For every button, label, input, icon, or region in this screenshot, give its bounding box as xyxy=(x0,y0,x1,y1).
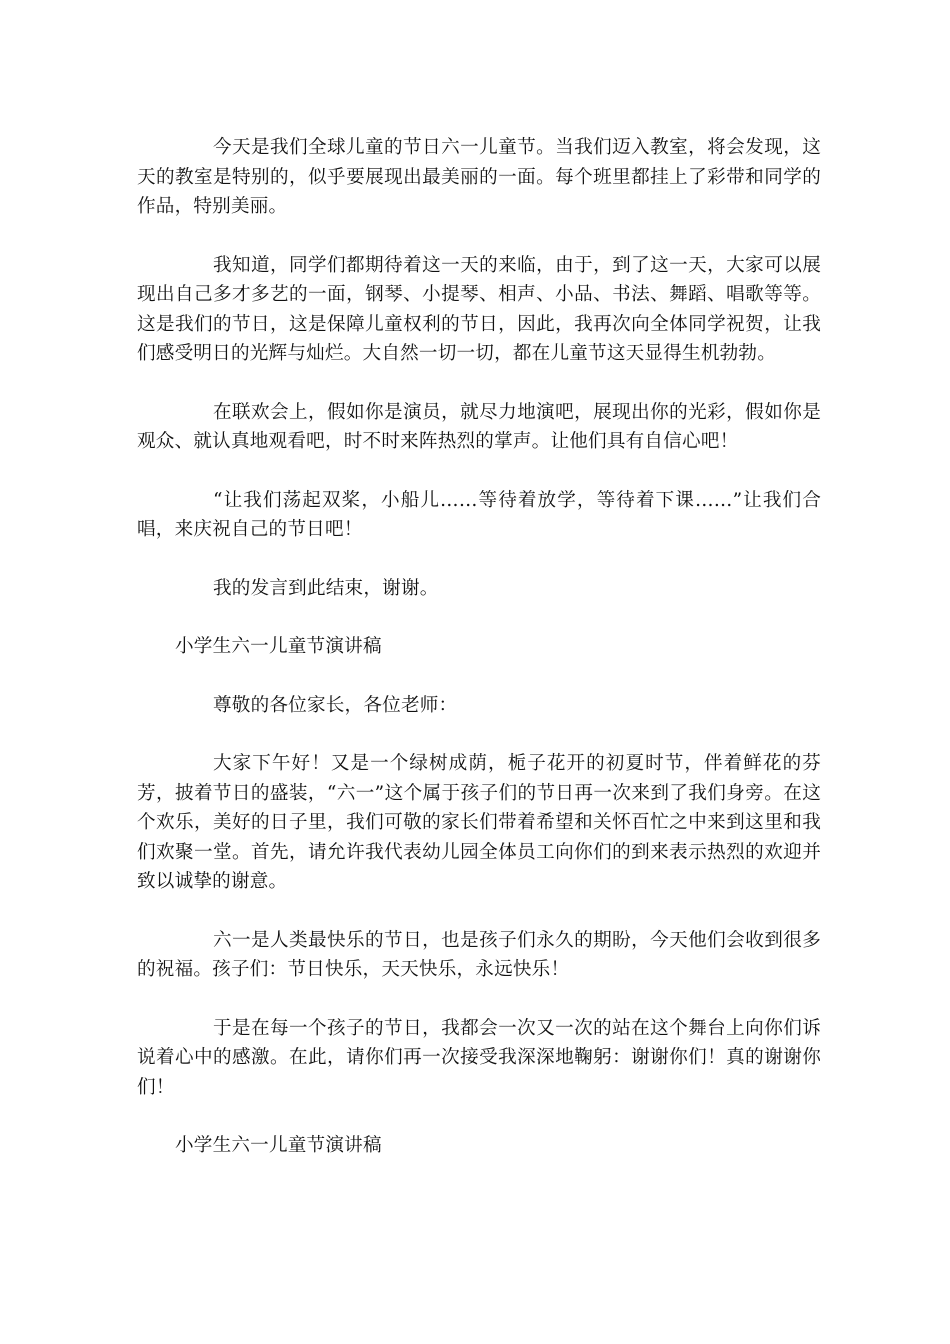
section-heading-speech-2: 小学生六一儿童节演讲稿 xyxy=(175,1135,382,1156)
section-heading-speech-1: 小学生六一儿童节演讲稿 xyxy=(175,636,382,657)
paragraph-closing-thanks: 我的发言到此结束，谢谢。 xyxy=(213,577,439,599)
paragraph-song-quote: “让我们荡起双桨，小船儿……等待着放学，等待着下课……”让我们合唱，来庆祝自己的节日吧！ xyxy=(137,489,821,540)
paragraph-talents-and-rights: 我知道，同学们都期待着这一天的来临，由于，到了这一天，大家可以展现出自己多才多艺的一面，钢琴、小提琴、相声、小品、书法、舞蹈、唱歌等等。这是我们的节日，这是保障儿童权利的节日，因此，我再次向全体同学祝贺，让我们感受明日的光辉与灿烂。大自然一切一切，都在儿童节这天显得生机勃勃。 xyxy=(137,254,821,364)
paragraph-happiest-holiday: 六一是人类最快乐的节日，也是孩子们永久的期盼，今天他们会收到很多的祝福。孩子们：节日快乐，天天快乐，永远快乐！ xyxy=(137,929,821,980)
paragraph-performers-and-audience: 在联欢会上，假如你是演员，就尽力地演吧，展现出你的光彩，假如你是观众、就认真地观看吧，时不时来阵热烈的掌声。让他们具有自信心吧！ xyxy=(137,401,821,452)
document-body xyxy=(137,133,821,1190)
paragraph-gratitude-bow: 于是在每一个孩子的节日，我都会一次又一次的站在这个舞台上向你们诉说着心中的感激。在此，请你们再一次接受我深深地鞠躬：谢谢你们！真的谢谢你们！ xyxy=(137,1017,821,1098)
paragraph-welcome-parents: 大家下午好！又是一个绿树成荫，栀子花开的初夏时节，伴着鲜花的芬芳，披着节日的盛装，“六一”这个属于孩子们的节日再一次来到了我们身旁。在这个欢乐，美好的日子里，我们可敬的家长们带着希望和关怀百忙之中来到这里和我们欢聚一堂。首先，请允许我代表幼儿园全体员工向你们的到来表示热烈的欢迎并致以诚挚的谢意。 xyxy=(137,753,821,892)
paragraph-salutation: 尊敬的各位家长，各位老师： xyxy=(213,694,458,716)
paragraph-childrens-day-classroom: 今天是我们全球儿童的节日六一儿童节。当我们迈入教室，将会发现，这天的教室是特别的，似乎要展现出最美丽的一面。每个班里都挂上了彩带和同学的作品，特别美丽。 xyxy=(137,137,821,217)
